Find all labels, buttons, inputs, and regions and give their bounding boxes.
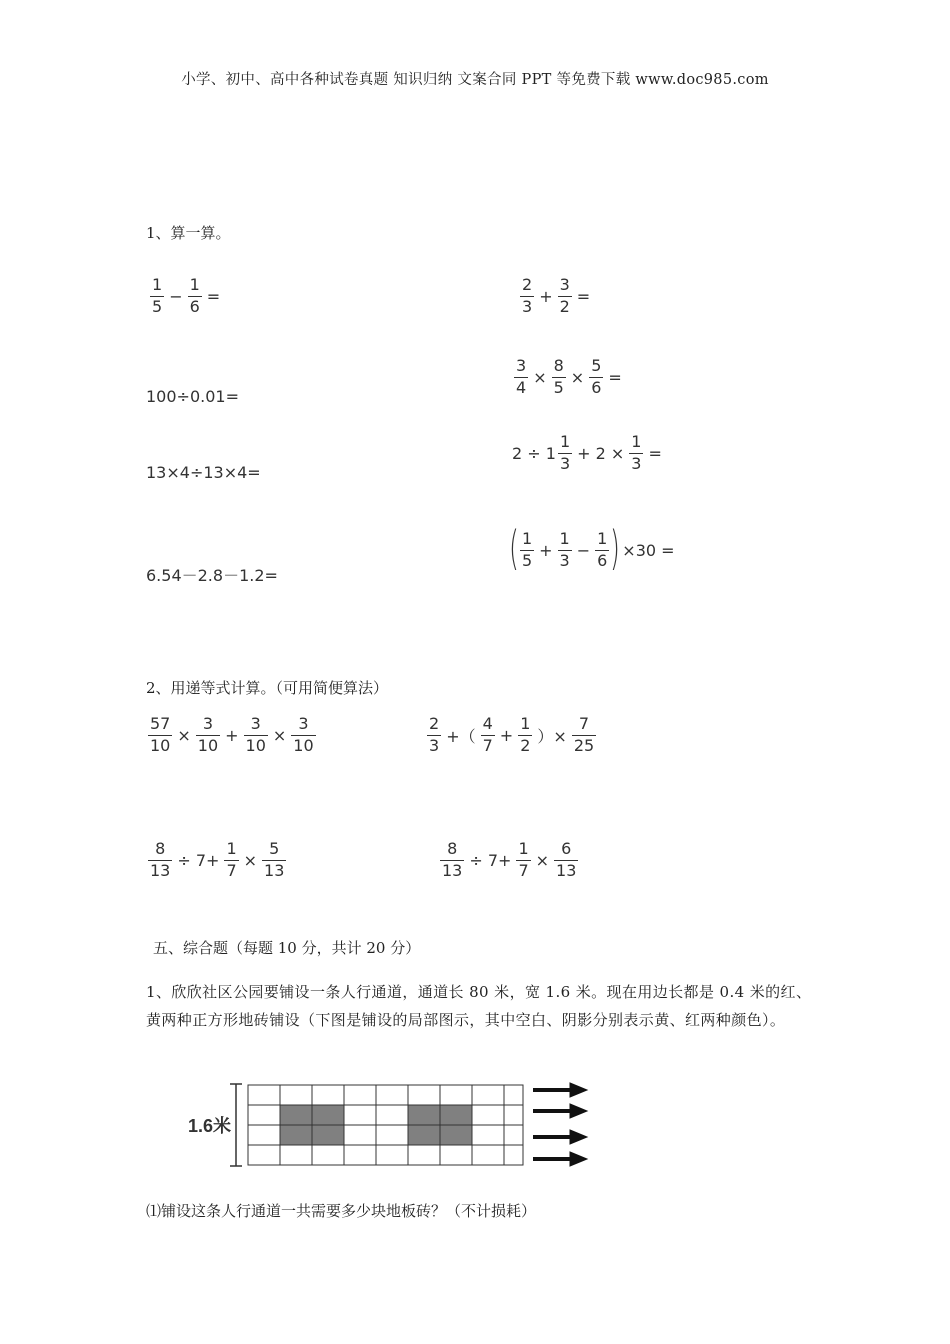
fraction: $\frac{1}{3}$ bbox=[559, 528, 570, 570]
tile-figure bbox=[185, 1080, 605, 1170]
fraction: $\frac{1}{3}$ bbox=[559, 432, 571, 473]
fraction: $\frac{3}{4}$ bbox=[516, 356, 527, 397]
fraction: $\frac{3}{10}$ bbox=[293, 714, 314, 755]
expr-1-6: 2 ÷ 1 $\frac{1}{3}$ + 2 × $\frac{1}{3}$ = bbox=[512, 432, 662, 473]
page-header: 小学、初中、高中各种试卷真题 知识归纳 文案合同 PPT 等免费下载 www.doc985.com bbox=[181, 72, 769, 88]
fraction: $\frac{1}{3}$ bbox=[631, 432, 642, 473]
fraction: $\frac{6}{13}$ bbox=[556, 839, 577, 880]
fraction: $\frac{5}{13}$ bbox=[264, 839, 285, 880]
fraction: $\frac{3}{2}$ bbox=[559, 275, 570, 316]
fraction: $\frac{1}{6}$ bbox=[597, 528, 608, 570]
width-label: 1.6米 bbox=[188, 1116, 232, 1136]
fraction: $\frac{1}{6}$ bbox=[189, 275, 200, 316]
fraction: $\frac{8}{13}$ bbox=[442, 839, 463, 880]
problem-text: 1、欣欣社区公园要铺设一条人行通道，通道长 80 米，宽 1.6 米。现在用边长都是 0.4 米的红、黄两种正方形地砖铺设（下图是铺设的局部图示，其中空白、阴影分别表示黄、红两种颜色）。 bbox=[146, 983, 812, 1029]
expr-2-4: $\frac{8}{13}$ ÷ 7+ $\frac{1}{7}$ × $\frac{6}{13}$ bbox=[442, 839, 577, 880]
fraction: $\frac{8}{13}$ bbox=[150, 839, 171, 880]
fraction: $\frac{57}{10}$ bbox=[150, 714, 171, 755]
fraction: $\frac{1}{5}$ bbox=[152, 275, 163, 316]
expr-1-8: ( $\frac{1}{5}$ + $\frac{1}{3}$ − $\frac{1}{6}$ ) ×30 = bbox=[509, 521, 675, 575]
expr-1-1: $\frac{1}{5}$ − $\frac{1}{6}$ = bbox=[152, 275, 221, 316]
fraction: $\frac{7}{25}$ bbox=[573, 714, 595, 755]
fraction: $\frac{8}{5}$ bbox=[553, 356, 564, 397]
expr-1-7: 6.54－2.8－1.2= bbox=[146, 566, 278, 585]
fraction: $\frac{1}{2}$ bbox=[520, 714, 531, 755]
fraction: $\frac{3}{10}$ bbox=[197, 714, 219, 755]
expr-1-5: 13×4÷13×4= bbox=[146, 463, 261, 482]
fraction: $\frac{5}{6}$ bbox=[591, 356, 602, 397]
expr-1-4: $\frac{3}{4}$ × $\frac{8}{5}$ × $\frac{5}{6}$ = bbox=[516, 356, 622, 397]
fraction: $\frac{2}{3}$ bbox=[429, 714, 440, 755]
expr-2-3: $\frac{8}{13}$ ÷ 7+ $\frac{1}{7}$ × $\frac{5}{13}$ bbox=[150, 839, 285, 880]
fraction: $\frac{1}{5}$ bbox=[521, 528, 533, 570]
expr-1-2: $\frac{2}{3}$ + $\frac{3}{2}$ = bbox=[522, 275, 591, 316]
section2-title: 2、用递等式计算。（可用简便算法） bbox=[146, 679, 389, 697]
fraction: $\frac{3}{10}$ bbox=[245, 714, 266, 755]
fraction: $\frac{4}{7}$ bbox=[482, 714, 493, 755]
fraction: $\frac{1}{7}$ bbox=[518, 839, 529, 880]
expr-2-1: $\frac{57}{10}$ × $\frac{3}{10}$ + $\frac{3}{10}$ × $\frac{3}{10}$ bbox=[150, 714, 314, 755]
section1-title: 1、算一算。 bbox=[146, 224, 231, 242]
question-1: ⑴铺设这条人行通道一共需要多少块地板砖？（不计损耗） bbox=[146, 1202, 537, 1220]
direction-arrows bbox=[533, 1083, 587, 1166]
section5-title: 五、综合题（每题 10 分，共计 20 分） bbox=[153, 939, 421, 957]
expr-2-2: $\frac{2}{3}$ +（ $\frac{4}{7}$ + $\frac{1}{2}$ ）× $\frac{7}{25}$ bbox=[429, 714, 595, 755]
tile-grid bbox=[248, 1085, 523, 1165]
fraction: $\frac{2}{3}$ bbox=[522, 275, 533, 316]
fraction: $\frac{1}{7}$ bbox=[226, 839, 237, 880]
tile-grid-svg bbox=[185, 1080, 605, 1170]
expr-1-3: 100÷0.01= bbox=[146, 387, 239, 406]
